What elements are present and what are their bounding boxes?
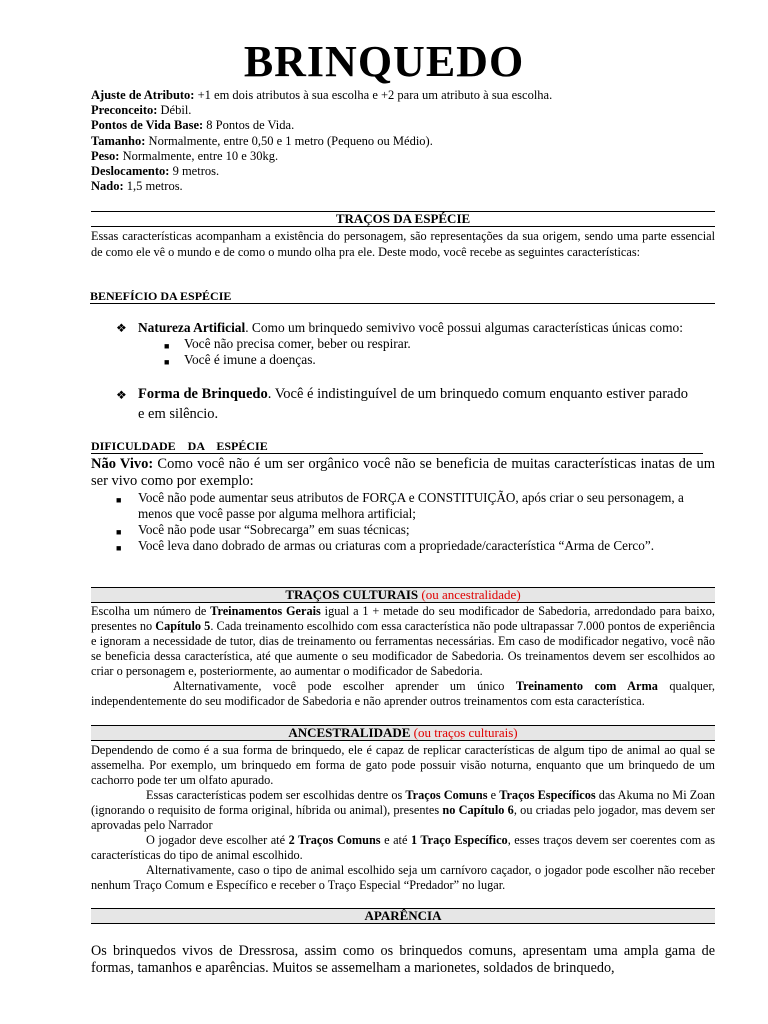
nao-vivo-list: [116, 490, 718, 554]
forma-list: [116, 384, 698, 424]
attribute-row: Tamanho: Normalmente, entre 0,50 e 1 metro (Pequeno ou Médio).: [91, 133, 433, 148]
diamond-bullet-icon: ❖: [116, 321, 127, 335]
diamond-bullet-icon: ❖: [116, 388, 127, 402]
attribute-row: Ajuste de Atributo: +1 em dois atributos à sua escolha e +2 para um atributo à sua escolha.: [91, 88, 553, 102]
square-bullet-icon: ■: [164, 341, 170, 351]
section-heading-ancestralidade: ANCESTRALIDADE (ou traços culturais): [91, 725, 715, 741]
attribute-row: Nado: 1,5 metros.: [91, 179, 183, 194]
attribute-list: [91, 88, 721, 194]
ancestralidade-p2: Essas características podem ser escolhidas dentre os Traços Comuns e Traços Específicos das Akuma no Mi Zoan (ignorando o requisito de forma original, híbrida ou animal), presentes no Capítulo 6, ou criadas pelo jogador, mas devem ser aprovadas pelo Narrador: [91, 788, 716, 832]
ancestralidade-p1: Dependendo de como é a sua forma de brinquedo, ele é capaz de replicar características de algum tipo de animal ao qual se assemelha. Por exemplo, um brinquedo em forma de gato pode possuir visão noturna, enquanto que um brinquedo de um cachorro pode ter um olfato apurado.: [91, 743, 715, 787]
dificuldade-heading: DIFICULDADE DA ESPÉCIE: [91, 439, 703, 454]
ancestralidade-p3: O jogador deve escolher até 2 Traços Comuns e até 1 Traço Específico, esses traços devem ser coerentes com as características do tipo de animal escolhido.: [91, 833, 716, 862]
page-title: BRINQUEDO: [243, 37, 525, 86]
natureza-sublist: [164, 336, 718, 368]
tracos-especie-intro: Essas características acompanham a existência do personagem, são representações da sua origem, sendo uma parte essencial de como ele vê o mundo e de como o mundo olha pra ele. Deste modo, você recebe as seguintes características:: [91, 229, 715, 259]
aparencia-p1: Os brinquedos vivos de Dressrosa, assim como os brinquedos comuns, apresentam uma ampla gama de formas, tamanhos e aparências. Muitos se assemelham a marionetes, soldados de brinquedo,: [91, 943, 715, 976]
attribute-row: Preconceito: Débil.: [91, 103, 192, 118]
ancestralidade-p4: Alternativamente, caso o tipo de animal escolhido seja um carnívoro caçador, o jogador pode escolher não receber nenhum Traço Comum e Específico e receber o Traço Especial “Predador” no lugar.: [91, 863, 715, 892]
section-heading-tracos-culturais: TRAÇOS CULTURAIS (ou ancestralidade): [91, 587, 715, 603]
attribute-row: Peso: Normalmente, entre 10 e 30kg.: [91, 148, 279, 163]
list-item: ■ Você leva dano dobrado de armas ou criaturas com a propriedade/característica “Arma de Cerco”.: [138, 538, 718, 554]
list-item: ❖ Natureza Artificial. Como um brinquedo semivivo você possui algumas características únicas como:: [116, 320, 683, 335]
nao-vivo-paragraph: Não Vivo: Como você não é um ser orgânico você não se beneficia de muitas características inatas de um ser vivo como por exemplo:: [91, 456, 715, 489]
attribute-row: Pontos de Vida Base: 8 Pontos de Vida.: [91, 118, 295, 133]
beneficio-heading: BENEFÍCIO DA ESPÉCIE: [90, 289, 715, 304]
list-item: ■ Você não precisa comer, beber ou respirar.: [184, 336, 718, 352]
section-heading-tracos-especie: TRAÇOS DA ESPÉCIE: [91, 211, 715, 227]
beneficio-list: [116, 320, 718, 368]
list-item: ■ Você não pode usar “Sobrecarga” em suas técnicas;: [138, 522, 718, 538]
list-item: ■ Você é imune a doenças.: [184, 352, 718, 368]
section-heading-aparencia: APARÊNCIA: [91, 908, 715, 924]
attribute-row: Deslocamento: 9 metros.: [91, 164, 220, 179]
list-item: ■ Você não pode aumentar seus atributos de FORÇA e CONSTITUIÇÃO, após criar o seu personagem, a menos que você passe por alguma melhora artificial;: [116, 490, 684, 521]
tracos-culturais-p2: Alternativamente, você pode escolher aprender um único Treinamento com Arma qualquer, independentemente do seu modificador de Sabedoria e não aprender outros treinamentos com esta característica.: [91, 679, 715, 708]
square-bullet-icon: ■: [116, 495, 122, 505]
square-bullet-icon: ■: [116, 527, 122, 537]
tracos-culturais-p1: Escolha um número de Treinamentos Gerais igual a 1 + metade do seu modificador de Sabedoria, arredondado para baixo, presentes no Capítulo 5. Cada treinamento escolhido com essa característica não pode ultrapassar 7.000 pontos de experiência e ignoram a necessidade de tutor, dias de treinamento ou ferramentas necessárias. Em caso de modificador negativo, você não se beneficia dessa característica, até que aumente o seu modificador de Sabedoria. Os treinamentos devem ser escolhidos ao criar o personagem e, posteriormente, ao aumentar o modificador de Sabedoria.: [91, 604, 716, 678]
list-item: ❖ Forma de Brinquedo. Você é indistinguível de um brinquedo comum enquanto estiver parado e em silêncio.: [116, 386, 688, 422]
square-bullet-icon: ■: [164, 357, 170, 367]
square-bullet-icon: ■: [116, 543, 122, 553]
